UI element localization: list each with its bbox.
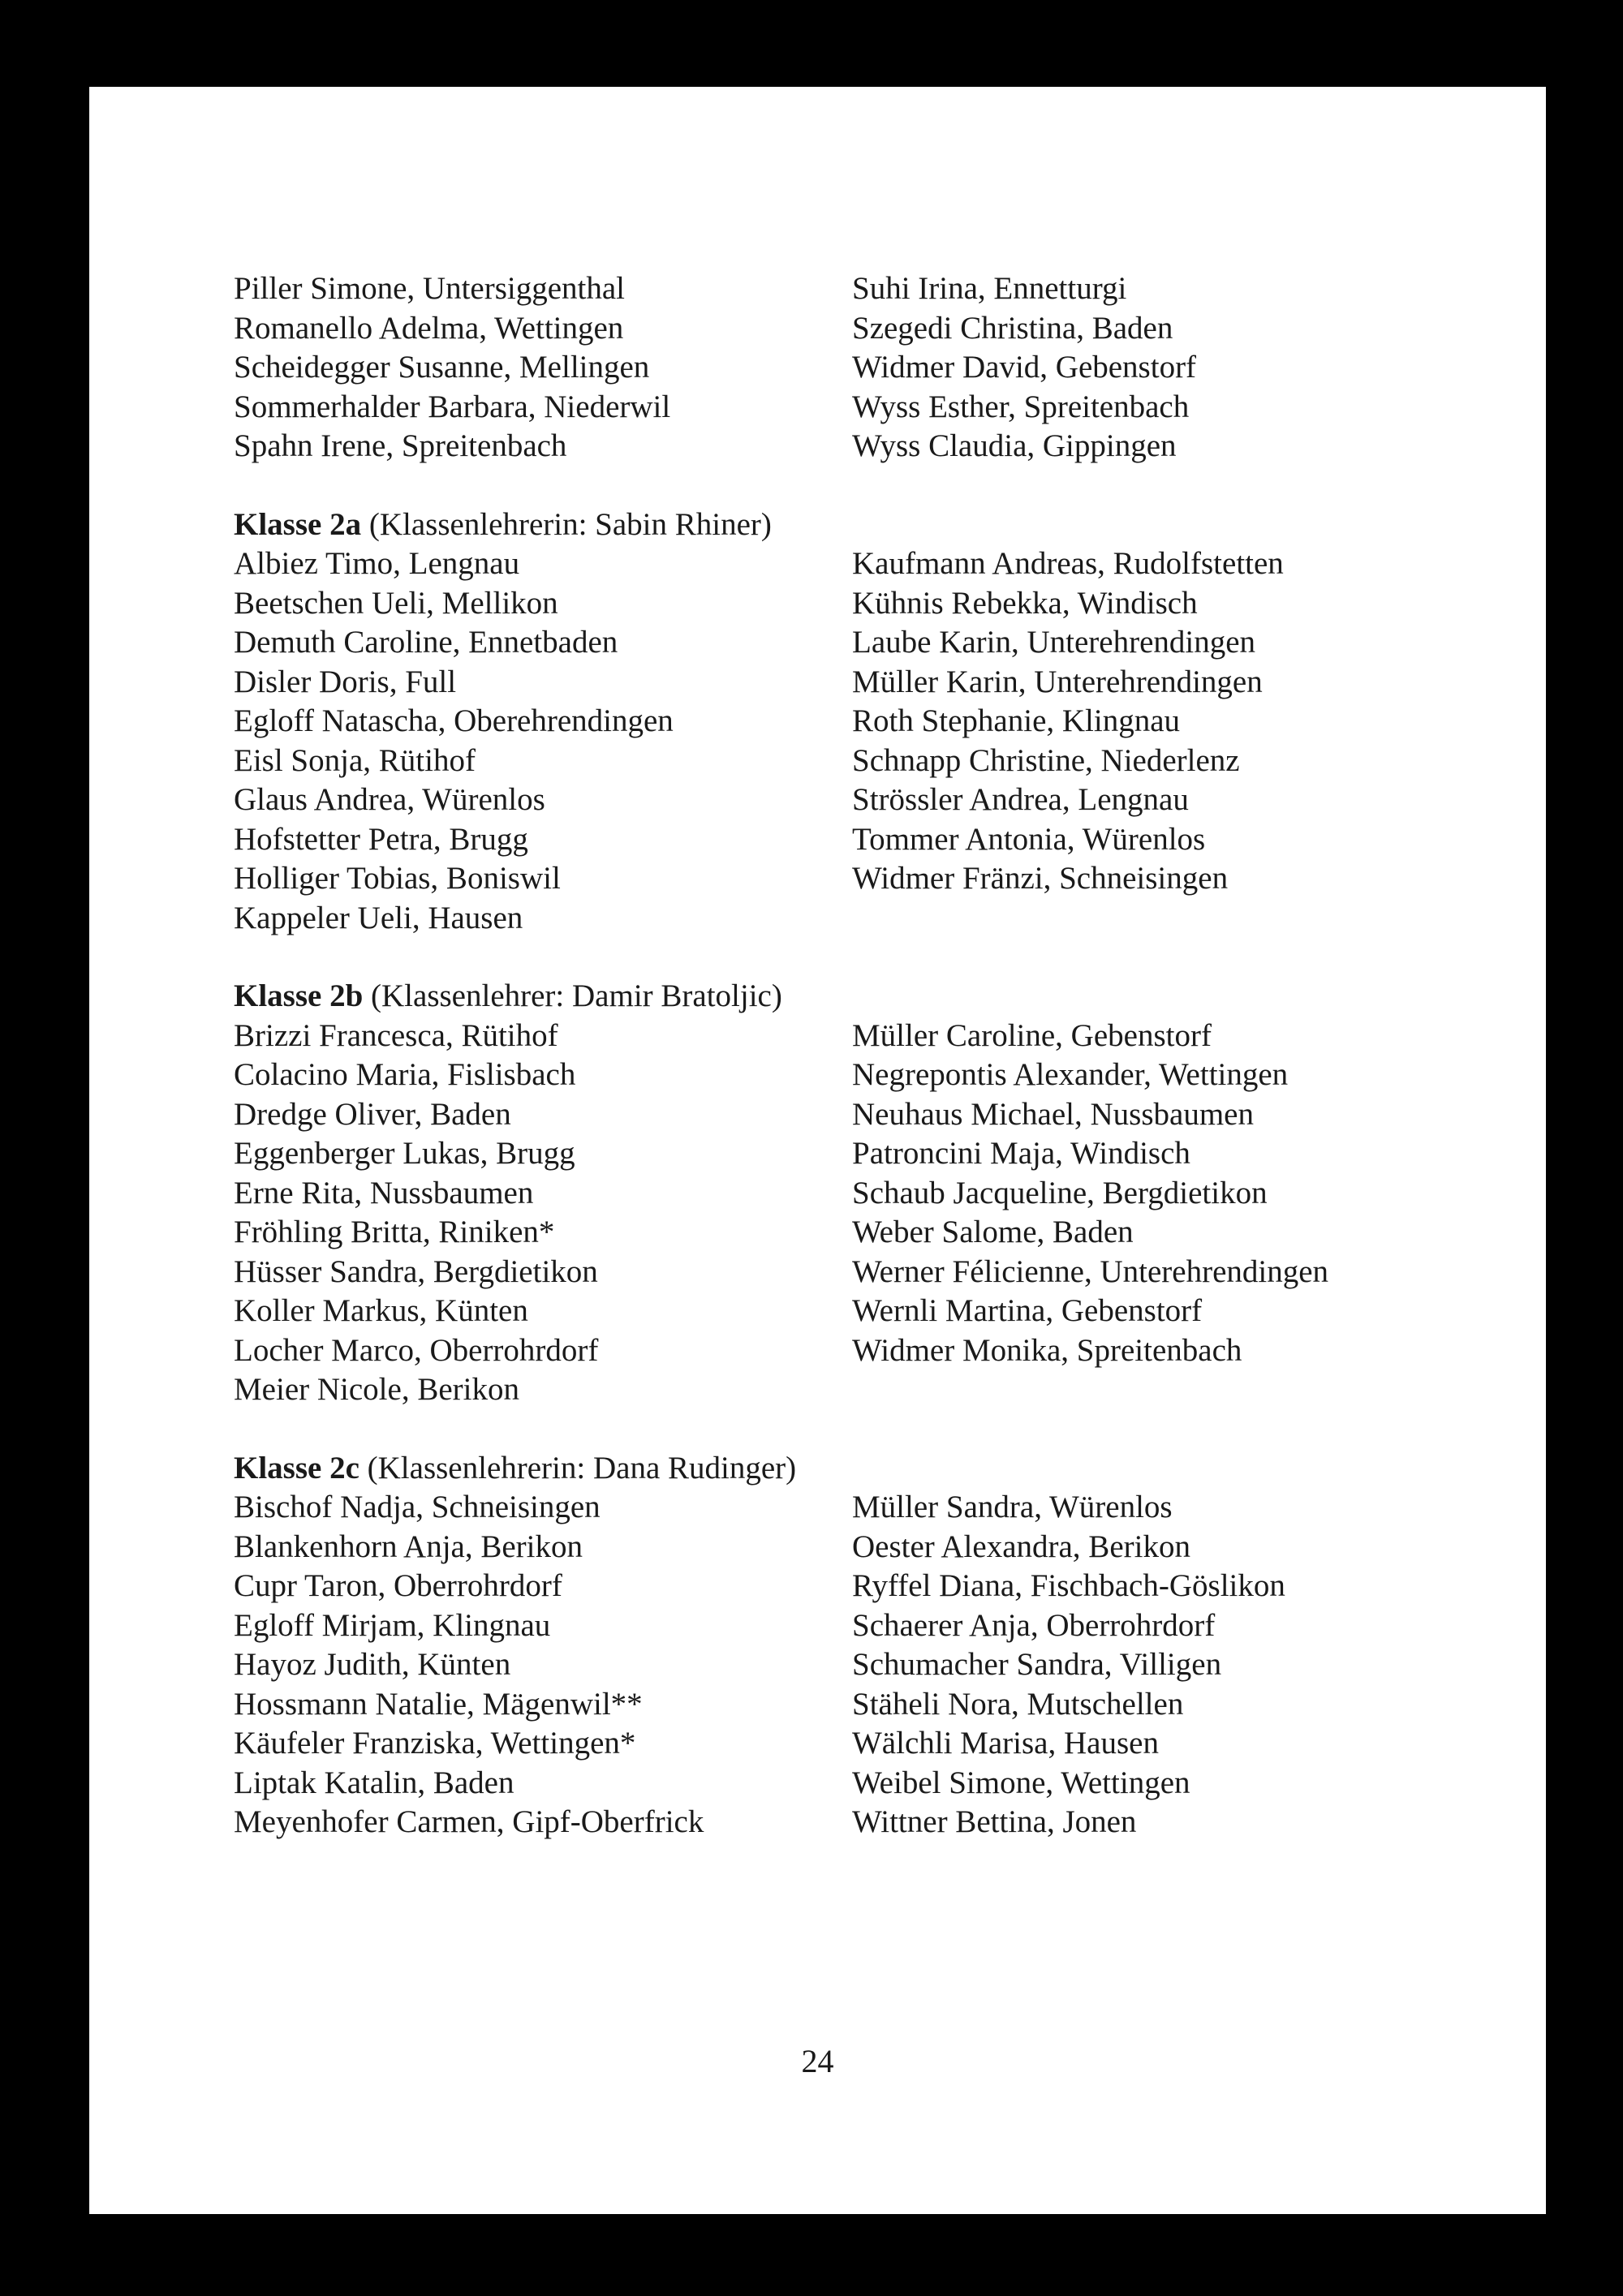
- student-entry: Meyenhofer Carmen, Gipf-Oberfrick: [234, 1804, 704, 1839]
- student-column-left: [234, 269, 852, 467]
- student-entry: Oester Alexandra, Berikon: [852, 1529, 1190, 1564]
- student-column-left: [234, 1488, 852, 1842]
- student-entry: Szegedi Christina, Baden: [852, 310, 1173, 346]
- student-entry: Eisl Sonja, Rütihof: [234, 742, 476, 778]
- student-entry: Suhi Irina, Ennetturgi: [852, 271, 1127, 306]
- student-entry: Schnapp Christine, Niederlenz: [852, 742, 1240, 778]
- student-entry: Hofstetter Petra, Brugg: [234, 821, 528, 857]
- student-entry: Blankenhorn Anja, Berikon: [234, 1529, 583, 1564]
- student-columns: [234, 269, 1500, 467]
- student-entry: Werner Félicienne, Unterehrendingen: [852, 1253, 1329, 1289]
- student-entry: Kühnis Rebekka, Windisch: [852, 585, 1198, 621]
- student-entry: Piller Simone, Untersiggenthal: [234, 271, 626, 306]
- student-entry: Müller Karin, Unterehrendingen: [852, 664, 1263, 699]
- student-entry: Hossmann Natalie, Mägenwil**: [234, 1686, 643, 1722]
- student-entry: Beetschen Ueli, Mellikon: [234, 585, 558, 621]
- student-entry: Wyss Claudia, Gippingen: [852, 428, 1177, 463]
- class-heading: [234, 1449, 1500, 1489]
- class-section: [234, 269, 1500, 467]
- student-entry: Demuth Caroline, Ennetbaden: [234, 625, 618, 660]
- student-entry: Sommerhalder Barbara, Niederwil: [234, 389, 671, 424]
- student-entry: Disler Doris, Full: [234, 664, 457, 699]
- student-entry: Widmer Monika, Spreitenbach: [852, 1332, 1242, 1368]
- student-entry: Holliger Tobias, Boniswil: [234, 861, 561, 896]
- student-entry: Schaub Jacqueline, Bergdietikon: [852, 1175, 1268, 1210]
- student-columns: [234, 544, 1500, 938]
- student-entry: Kaufmann Andreas, Rudolfstetten: [852, 546, 1284, 581]
- student-entry: Tommer Antonia, Würenlos: [852, 821, 1206, 857]
- student-entry: Wittner Bettina, Jonen: [852, 1804, 1137, 1839]
- student-entry: Stäheli Nora, Mutschellen: [852, 1686, 1184, 1722]
- class-section: [234, 1449, 1500, 1842]
- class-label: Klasse 2b: [234, 978, 364, 1013]
- student-column-left: [234, 1017, 852, 1410]
- student-entry: Negrepontis Alexander, Wettingen: [852, 1057, 1289, 1092]
- class-section: [234, 977, 1500, 1410]
- student-entry: Neuhaus Michael, Nussbaumen: [852, 1096, 1254, 1132]
- student-entry: Weibel Simone, Wettingen: [852, 1765, 1190, 1800]
- student-entry: Hüsser Sandra, Bergdietikon: [234, 1253, 598, 1289]
- student-entry: Dredge Oliver, Baden: [234, 1096, 511, 1132]
- student-entry: Liptak Katalin, Baden: [234, 1765, 514, 1800]
- student-entry: Ryffel Diana, Fischbach-Göslikon: [852, 1568, 1285, 1603]
- class-teacher: (Klassenlehrerin: Sabin Rhiner): [368, 506, 772, 542]
- student-entry: Glaus Andrea, Würenlos: [234, 782, 545, 817]
- student-entry: Müller Sandra, Würenlos: [852, 1490, 1173, 1524]
- student-entry: Egloff Mirjam, Klingnau: [234, 1607, 551, 1643]
- class-teacher: (Klassenlehrerin: Dana Rudinger): [367, 1450, 797, 1486]
- student-entry: Romanello Adelma, Wettingen: [234, 310, 624, 346]
- student-entry: Scheidegger Susanne, Mellingen: [234, 350, 650, 385]
- student-entry: Hayoz Judith, Künten: [234, 1647, 511, 1682]
- student-entry: Albiez Timo, Lengnau: [234, 546, 520, 581]
- student-entry: Strössler Andrea, Lengnau: [852, 782, 1189, 817]
- student-entry: Müller Caroline, Gebenstorf: [852, 1017, 1212, 1053]
- student-entry: Eggenberger Lukas, Brugg: [234, 1136, 575, 1171]
- student-column-right: [852, 1017, 1493, 1410]
- student-entry: Erne Rita, Nussbaumen: [234, 1175, 534, 1210]
- student-entry: Widmer David, Gebenstorf: [852, 350, 1197, 385]
- student-entry: Cupr Taron, Oberrohrdorf: [234, 1568, 562, 1603]
- student-entry: Kappeler Ueli, Hausen: [234, 900, 523, 935]
- document-page: [89, 87, 1546, 2214]
- student-columns: [234, 1017, 1500, 1410]
- page-number: 24: [801, 2043, 834, 2079]
- student-entry: Spahn Irene, Spreitenbach: [234, 428, 567, 463]
- class-label: Klasse 2a: [234, 506, 362, 542]
- student-entry: Locher Marco, Oberrohrdorf: [234, 1332, 599, 1368]
- student-entry: Colacino Maria, Fislisbach: [234, 1057, 576, 1092]
- class-label: Klasse 2c: [234, 1450, 359, 1486]
- student-entry: Egloff Natascha, Oberehrendingen: [234, 703, 674, 738]
- student-column-right: [852, 269, 1493, 467]
- student-entry: Brizzi Francesca, Rütihof: [234, 1017, 558, 1053]
- student-entry: Meier Nicole, Berikon: [234, 1372, 519, 1407]
- student-entry: Fröhling Britta, Riniken*: [234, 1215, 555, 1249]
- student-column-right: [852, 544, 1493, 938]
- student-entry: Laube Karin, Unterehrendingen: [852, 625, 1256, 660]
- student-entry: Schaerer Anja, Oberrohrdorf: [852, 1607, 1216, 1643]
- student-column-right: [852, 1488, 1493, 1842]
- class-lists: [234, 269, 1500, 1881]
- class-heading: [234, 977, 1500, 1017]
- student-entry: Koller Markus, Künten: [234, 1293, 528, 1328]
- student-entry: Wernli Martina, Gebenstorf: [852, 1293, 1203, 1328]
- student-entry: Wyss Esther, Spreitenbach: [852, 389, 1190, 424]
- student-entry: Weber Salome, Baden: [852, 1215, 1134, 1249]
- student-entry: Bischof Nadja, Schneisingen: [234, 1490, 601, 1524]
- class-section: [234, 505, 1500, 939]
- student-entry: Schumacher Sandra, Villigen: [852, 1647, 1222, 1682]
- student-entry: Käufeler Franziska, Wettingen*: [234, 1726, 636, 1761]
- class-heading: [234, 505, 1500, 545]
- student-entry: Wälchli Marisa, Hausen: [852, 1726, 1159, 1761]
- student-entry: Patroncini Maja, Windisch: [852, 1136, 1190, 1171]
- student-column-left: [234, 544, 852, 938]
- student-entry: Roth Stephanie, Klingnau: [852, 703, 1181, 738]
- student-columns: [234, 1488, 1500, 1842]
- student-entry: Widmer Fränzi, Schneisingen: [852, 861, 1229, 896]
- class-teacher: (Klassenlehrer: Damir Bratoljic): [371, 978, 782, 1013]
